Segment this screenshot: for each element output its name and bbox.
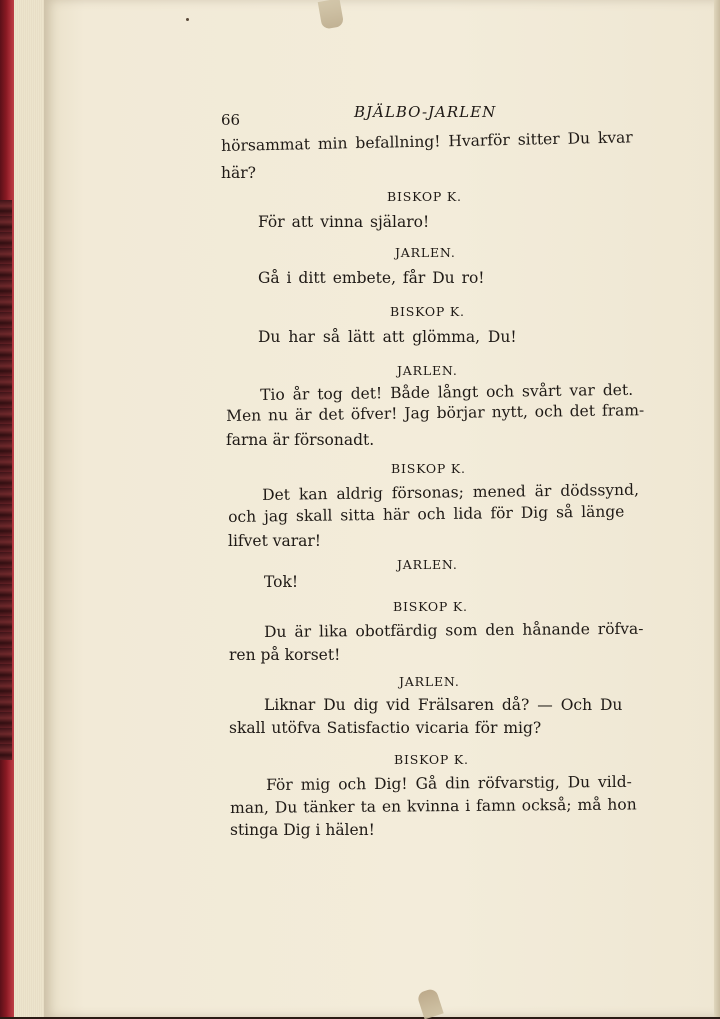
- text-line: farna är försonadt.: [226, 431, 375, 449]
- text-line: stinga Dig i hälen!: [230, 821, 375, 839]
- speaker-label: BISKOP K.: [390, 304, 465, 319]
- speaker-label: JARLEN.: [395, 245, 456, 260]
- text-line: ren på korset!: [229, 646, 341, 664]
- text-line: Gå i ditt embete, får Du ro!: [258, 269, 485, 287]
- bookmark-tab-top: [318, 0, 345, 30]
- page-right-edge: [714, 0, 720, 1017]
- speaker-label: BISKOP K.: [394, 752, 469, 767]
- text-line: Du har så lätt att glömma, Du!: [258, 328, 517, 346]
- text-line: och jag skall sitta här och lida för Dig så länge: [228, 502, 625, 526]
- text-line: Det kan aldrig försonas; mened är dödssynd,: [262, 480, 640, 504]
- ink-speck: [186, 18, 189, 21]
- marbled-endpaper: [0, 200, 12, 760]
- speaker-label: BISKOP K.: [391, 461, 466, 476]
- page-number: 66: [221, 111, 241, 129]
- speaker-label: JARLEN.: [397, 363, 458, 378]
- text-line: Liknar Du dig vid Frälsaren då? — Och Du: [264, 696, 623, 714]
- speaker-label: JARLEN.: [399, 674, 460, 689]
- text-line: För att vinna själaro!: [258, 213, 430, 231]
- text-line: För mig och Dig! Gå din röfvarstig, Du vild-: [266, 772, 632, 794]
- text-line: Men nu är det öfver! Jag börjar nytt, och det fram-: [226, 401, 645, 425]
- speaker-label: BISKOP K.: [387, 189, 462, 204]
- text-line: hörsammat min befallning! Hvarför sitter Du kvar: [221, 128, 633, 155]
- text-line: lifvet varar!: [228, 532, 322, 550]
- text-line: Du är lika obotfärdig som den hånande röfva-: [264, 619, 644, 641]
- text-line: man, Du tänker ta en kvinna i famn också; må hon: [230, 795, 637, 817]
- text-line: Tok!: [264, 573, 299, 591]
- text-line: här?: [221, 164, 256, 182]
- text-line: Tio år tog det! Både långt och svårt var det.: [260, 380, 634, 404]
- speaker-label: JARLEN.: [397, 557, 458, 572]
- text-line: skall utöfva Satisfactio vicaria för mig?: [229, 719, 542, 737]
- running-title: BJÄLBO-JARLEN: [354, 103, 497, 121]
- speaker-label: BISKOP K.: [393, 599, 468, 614]
